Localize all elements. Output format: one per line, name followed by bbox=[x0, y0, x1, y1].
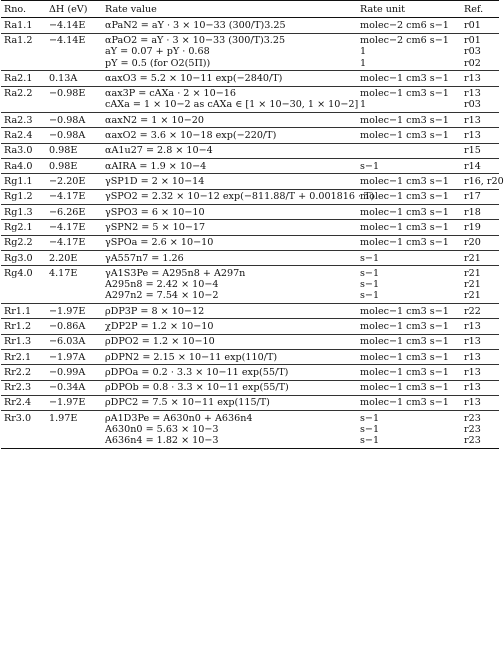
rate-unit bbox=[357, 349, 461, 364]
rate-unit-line: molec−1 cm3 s−1 bbox=[360, 206, 449, 218]
reference-line: r13 bbox=[464, 320, 481, 332]
reaction-number: Rr1.2 bbox=[4, 320, 32, 332]
table-row bbox=[1, 128, 499, 143]
reaction-number: Rg3.0 bbox=[4, 252, 33, 264]
rate-value-line: αA1u27 = 2.8 × 10−4 bbox=[105, 145, 213, 157]
reference bbox=[461, 159, 499, 174]
rate-value bbox=[102, 128, 357, 143]
rate-unit bbox=[357, 220, 461, 235]
table-row bbox=[1, 143, 499, 158]
reference-line: r21 bbox=[464, 252, 481, 264]
rate-unit bbox=[357, 365, 461, 380]
rate-unit-line: molec−1 cm3 s−1 bbox=[360, 320, 449, 332]
table-row bbox=[1, 113, 499, 128]
reference bbox=[461, 365, 499, 380]
reaction-number: Rg1.2 bbox=[4, 191, 33, 203]
reference-line: r18 bbox=[464, 206, 481, 218]
reaction-number: Rr2.2 bbox=[4, 366, 32, 378]
rate-value bbox=[102, 334, 357, 349]
table-row bbox=[1, 159, 499, 174]
table-row bbox=[1, 220, 499, 235]
rate-unit-line: molec−1 cm3 s−1 bbox=[360, 336, 449, 348]
reaction-number: Ra2.4 bbox=[4, 130, 33, 142]
rate-value bbox=[102, 304, 357, 319]
rate-value bbox=[102, 220, 357, 235]
reference-line: r13 bbox=[464, 351, 481, 363]
rate-value-line: ρDP3P = 8 × 10−12 bbox=[105, 305, 205, 317]
rate-unit bbox=[357, 334, 461, 349]
delta-h-value: 1.97E bbox=[49, 412, 78, 424]
reaction-number: Rr2.4 bbox=[4, 397, 32, 409]
rate-unit-line: molec−1 cm3 s−1 bbox=[360, 114, 449, 126]
reference-line: r13 bbox=[464, 130, 481, 142]
rate-value-line: αaxO3 = 5.2 × 10−11 exp(−2840/T) bbox=[105, 72, 283, 84]
delta-h-value: 0.98E bbox=[49, 160, 78, 172]
reference bbox=[461, 33, 499, 71]
rate-table bbox=[1, 0, 504, 449]
rate-unit-line: molec−1 cm3 s−1 bbox=[360, 397, 449, 409]
rate-value-line: γSPN2 = 5 × 10−17 bbox=[105, 221, 206, 233]
delta-h-value: −4.17E bbox=[49, 237, 86, 249]
rate-value-line: γSP1D = 2 × 10−14 bbox=[105, 175, 205, 187]
rate-unit-line: molec−1 cm3 s−1 bbox=[360, 130, 449, 142]
table-header bbox=[1, 1, 499, 18]
rate-unit-line: molec−1 cm3 s−1 bbox=[360, 175, 449, 187]
delta-h-value: −0.98E bbox=[49, 88, 86, 100]
delta-h-value: −1.97E bbox=[49, 397, 86, 409]
rate-value bbox=[102, 266, 357, 304]
reference bbox=[461, 411, 499, 449]
rate-unit bbox=[357, 205, 461, 220]
rate-unit-line: molec−1 cm3 s−1 bbox=[360, 237, 449, 249]
table-row bbox=[1, 380, 499, 395]
table-row bbox=[1, 86, 499, 113]
table-row bbox=[1, 411, 499, 449]
delta-h-value: −4.17E bbox=[49, 221, 86, 233]
rate-value-line: A297n2 = 7.54 × 10−2 bbox=[105, 290, 219, 302]
table-row bbox=[1, 319, 499, 334]
reference bbox=[461, 18, 499, 33]
delta-h-value: −4.14E bbox=[49, 19, 86, 31]
table-row bbox=[1, 235, 499, 250]
rate-unit bbox=[357, 71, 461, 86]
delta-h-value: −1.97A bbox=[49, 351, 86, 363]
rate-value-line: A630n0 = 5.63 × 10−3 bbox=[105, 424, 219, 435]
reference bbox=[461, 220, 499, 235]
table-row bbox=[1, 189, 499, 204]
reference-line: r03 bbox=[464, 46, 481, 58]
rate-unit-line: s−1 bbox=[360, 412, 380, 424]
reaction-number: Rg2.1 bbox=[4, 221, 33, 233]
reference bbox=[461, 334, 499, 349]
reference-line: r13 bbox=[464, 397, 481, 409]
header-delta-h: ΔH (eV) bbox=[49, 4, 88, 15]
reference bbox=[461, 235, 499, 250]
reference-line: r15 bbox=[464, 145, 481, 157]
rate-unit-line: s−1 bbox=[360, 160, 380, 172]
delta-h-value: −4.17E bbox=[49, 191, 86, 203]
reference bbox=[461, 266, 499, 304]
rate-value bbox=[102, 411, 357, 449]
reaction-number: Rr2.3 bbox=[4, 382, 32, 394]
rate-unit bbox=[357, 250, 461, 265]
delta-h-value: −0.99A bbox=[49, 366, 86, 378]
reference-line: r23 bbox=[464, 412, 481, 424]
rate-value bbox=[102, 86, 357, 113]
reference bbox=[461, 395, 499, 410]
reaction-number: Rg2.2 bbox=[4, 237, 33, 249]
rate-unit bbox=[357, 266, 461, 304]
rate-value-line: γA557n7 = 1.26 bbox=[105, 252, 184, 264]
reference-line: r13 bbox=[464, 114, 481, 126]
rate-value bbox=[102, 250, 357, 265]
table-row bbox=[1, 71, 499, 86]
delta-h-value: −0.98A bbox=[49, 130, 86, 142]
rate-value bbox=[102, 380, 357, 395]
reference bbox=[461, 380, 499, 395]
rate-value bbox=[102, 395, 357, 410]
rate-unit-line: molec−2 cm6 s−1 bbox=[360, 19, 449, 31]
rate-unit bbox=[357, 18, 461, 33]
reference bbox=[461, 349, 499, 364]
reference-line: r01 bbox=[464, 35, 481, 47]
table-body bbox=[1, 18, 504, 449]
rate-value-line: A295n8 = 2.42 × 10−4 bbox=[105, 279, 219, 291]
reference-line: r01 bbox=[464, 19, 481, 31]
rate-unit bbox=[357, 304, 461, 319]
reference bbox=[461, 86, 499, 113]
rate-value-line: ρDPOa = 0.2 · 3.3 × 10−11 exp(55/T) bbox=[105, 366, 289, 378]
reaction-number: Ra4.0 bbox=[4, 160, 33, 172]
reference-line: r13 bbox=[464, 72, 481, 84]
rate-unit-line: 1 bbox=[360, 99, 367, 111]
reaction-number: Rg4.0 bbox=[4, 267, 33, 279]
table-row bbox=[1, 33, 499, 71]
rate-value-line: αax3P = cAXa · 2 × 10−16 bbox=[105, 88, 237, 100]
rate-unit-line: molec−1 cm3 s−1 bbox=[360, 221, 449, 233]
reference-line: r13 bbox=[464, 382, 481, 394]
rate-unit-line: molec−1 cm3 s−1 bbox=[360, 305, 449, 317]
reaction-number: Rr3.0 bbox=[4, 412, 32, 424]
rate-value-line: γSPO2 = 2.32 × 10−12 exp(−811.88/T + 0.001816 · T) bbox=[105, 191, 375, 203]
header-rate-value: Rate value bbox=[105, 4, 157, 15]
rate-value-line: αPaN2 = aY · 3 × 10−33 (300/T)3.25 bbox=[105, 19, 286, 31]
reference-line: r19 bbox=[464, 221, 481, 233]
rate-unit-line: 1 bbox=[360, 46, 367, 58]
header-row bbox=[1, 1, 499, 18]
reference-line: r13 bbox=[464, 336, 481, 348]
reference bbox=[461, 71, 499, 86]
rate-unit-line: molec−1 cm3 s−1 bbox=[360, 191, 449, 203]
reference-line: r23 bbox=[464, 435, 481, 447]
delta-h-value: −4.14E bbox=[49, 35, 86, 47]
delta-h-value: 2.20E bbox=[49, 252, 78, 264]
table-row bbox=[1, 205, 499, 220]
reaction-number: Rr1.3 bbox=[4, 336, 32, 348]
reference bbox=[461, 174, 504, 189]
reaction-number: Rg1.3 bbox=[4, 206, 33, 218]
reference-line: r17 bbox=[464, 191, 481, 203]
header-rno: Rno. bbox=[4, 4, 27, 15]
rate-value-line: γSPOa = 2.6 × 10−10 bbox=[105, 237, 214, 249]
rate-value-line: γA1S3Pe = A295n8 + A297n bbox=[105, 267, 246, 279]
reference-line: r13 bbox=[464, 366, 481, 378]
reference-line: r21 bbox=[464, 267, 481, 279]
rate-value-line: pY = 0.5 (for O2(5Π)) bbox=[105, 57, 211, 69]
rate-value-line: ρDPO2 = 1.2 × 10−10 bbox=[105, 336, 215, 348]
reference-line: r21 bbox=[464, 290, 481, 302]
rate-unit-line: molec−1 cm3 s−1 bbox=[360, 88, 449, 100]
rate-value bbox=[102, 71, 357, 86]
reference bbox=[461, 189, 499, 204]
reference-line: r03 bbox=[464, 99, 481, 111]
rate-unit-line: s−1 bbox=[360, 252, 380, 264]
rate-unit-line: s−1 bbox=[360, 424, 380, 435]
reference-line: r23 bbox=[464, 424, 481, 435]
rate-value-line: cAXa = 1 × 10−2 as cAXa ∈ [1 × 10−30, 1 × 10−2] bbox=[105, 99, 359, 111]
delta-h-value: −2.20E bbox=[49, 175, 86, 187]
rate-value bbox=[102, 18, 357, 33]
reaction-number: Ra3.0 bbox=[4, 145, 33, 157]
rate-value bbox=[102, 143, 357, 158]
rate-value-line: αaxO2 = 3.6 × 10−18 exp(−220/T) bbox=[105, 130, 277, 142]
rate-unit-line: molec−2 cm6 s−1 bbox=[360, 35, 449, 47]
reference-line: r21 bbox=[464, 279, 481, 291]
rate-value bbox=[102, 319, 357, 334]
reference bbox=[461, 205, 499, 220]
table-row bbox=[1, 250, 499, 265]
rate-value bbox=[102, 113, 357, 128]
rate-unit-line: molec−1 cm3 s−1 bbox=[360, 351, 449, 363]
rate-unit bbox=[357, 143, 461, 158]
rate-unit-line: molec−1 cm3 s−1 bbox=[360, 72, 449, 84]
reaction-number: Rr2.1 bbox=[4, 351, 32, 363]
reaction-number: Ra2.1 bbox=[4, 72, 33, 84]
rate-value-line: A636n4 = 1.82 × 10−3 bbox=[105, 435, 219, 447]
table-row bbox=[1, 334, 499, 349]
reference bbox=[461, 128, 499, 143]
delta-h-value: −6.03A bbox=[49, 336, 86, 348]
rate-unit bbox=[357, 235, 461, 250]
reference-line: r20 bbox=[464, 237, 481, 249]
reaction-number: Rr1.1 bbox=[4, 305, 32, 317]
rate-unit-line: s−1 bbox=[360, 290, 380, 302]
reference bbox=[461, 319, 499, 334]
rate-value bbox=[102, 235, 357, 250]
reference-line: r14 bbox=[464, 160, 481, 172]
table-row bbox=[1, 349, 499, 364]
reference-line: r13 bbox=[464, 88, 481, 100]
table-row bbox=[1, 304, 499, 319]
rate-value-line: ρDPOb = 0.8 · 3.3 × 10−11 exp(55/T) bbox=[105, 382, 289, 394]
delta-h-value: −0.86A bbox=[49, 320, 86, 332]
rate-unit bbox=[357, 33, 461, 71]
rate-value-line: γSPO3 = 6 × 10−10 bbox=[105, 206, 205, 218]
reference bbox=[461, 304, 499, 319]
rate-unit-line: s−1 bbox=[360, 279, 380, 291]
table-row bbox=[1, 395, 499, 410]
rate-value bbox=[102, 189, 375, 204]
reference bbox=[461, 113, 499, 128]
rate-unit bbox=[357, 395, 461, 410]
rate-unit bbox=[357, 113, 461, 128]
reference-line: r02 bbox=[464, 57, 481, 69]
delta-h-value: 0.98E bbox=[49, 145, 78, 157]
rate-value-line: ρDPC2 = 7.5 × 10−11 exp(115/T) bbox=[105, 397, 270, 409]
rate-unit bbox=[357, 86, 461, 113]
reference bbox=[461, 250, 499, 265]
rate-value bbox=[102, 159, 357, 174]
rate-value-line: αAIRA = 1.9 × 10−4 bbox=[105, 160, 207, 172]
rate-value-line: αaxN2 = 1 × 10−20 bbox=[105, 114, 204, 126]
header-rate-unit: Rate unit bbox=[360, 4, 406, 15]
rate-unit-line: s−1 bbox=[360, 267, 380, 279]
rate-value bbox=[102, 349, 357, 364]
reaction-number: Rg1.1 bbox=[4, 175, 33, 187]
reaction-number: Ra1.1 bbox=[4, 19, 33, 31]
rate-unit-line: molec−1 cm3 s−1 bbox=[360, 366, 449, 378]
rate-value-line: ρA1D3Pe = A630n0 + A636n4 bbox=[105, 412, 253, 424]
rate-value-line: ρDPN2 = 2.15 × 10−11 exp(110/T) bbox=[105, 351, 278, 363]
delta-h-value: −1.97E bbox=[49, 305, 86, 317]
reaction-number: Ra2.2 bbox=[4, 88, 33, 100]
reference bbox=[461, 143, 499, 158]
rate-unit bbox=[357, 189, 461, 204]
reaction-number: Ra2.3 bbox=[4, 114, 33, 126]
rate-unit bbox=[357, 319, 461, 334]
table-row bbox=[1, 174, 499, 189]
rate-unit-line: s−1 bbox=[360, 435, 380, 447]
delta-h-value: 4.17E bbox=[49, 267, 78, 279]
rate-value-line: αPaO2 = aY · 3 × 10−33 (300/T)3.25 bbox=[105, 35, 286, 47]
rate-unit-line: molec−1 cm3 s−1 bbox=[360, 382, 449, 394]
rate-value bbox=[102, 365, 357, 380]
table-row bbox=[1, 266, 499, 304]
rate-unit-line: 1 bbox=[360, 57, 367, 69]
rate-unit bbox=[357, 128, 461, 143]
reaction-number: Ra1.2 bbox=[4, 35, 33, 47]
rate-value bbox=[102, 174, 357, 189]
rate-value-line: χDP2P = 1.2 × 10−10 bbox=[105, 320, 214, 332]
table-row bbox=[1, 18, 499, 33]
table-row bbox=[1, 365, 499, 380]
delta-h-value: 0.13A bbox=[49, 72, 78, 84]
rate-unit bbox=[357, 411, 461, 449]
rate-unit bbox=[357, 174, 461, 189]
rate-unit bbox=[357, 380, 461, 395]
reference-line: r16, r20 bbox=[464, 175, 504, 187]
rate-unit bbox=[357, 159, 461, 174]
delta-h-value: −0.98A bbox=[49, 114, 86, 126]
rate-value bbox=[102, 205, 357, 220]
delta-h-value: −6.26E bbox=[49, 206, 86, 218]
header-ref: Ref. bbox=[464, 4, 484, 15]
rate-value bbox=[102, 33, 357, 71]
rate-value-line: aY = 0.07 + pY · 0.68 bbox=[105, 46, 210, 58]
reference-line: r22 bbox=[464, 305, 481, 317]
delta-h-value: −0.34A bbox=[49, 382, 86, 394]
